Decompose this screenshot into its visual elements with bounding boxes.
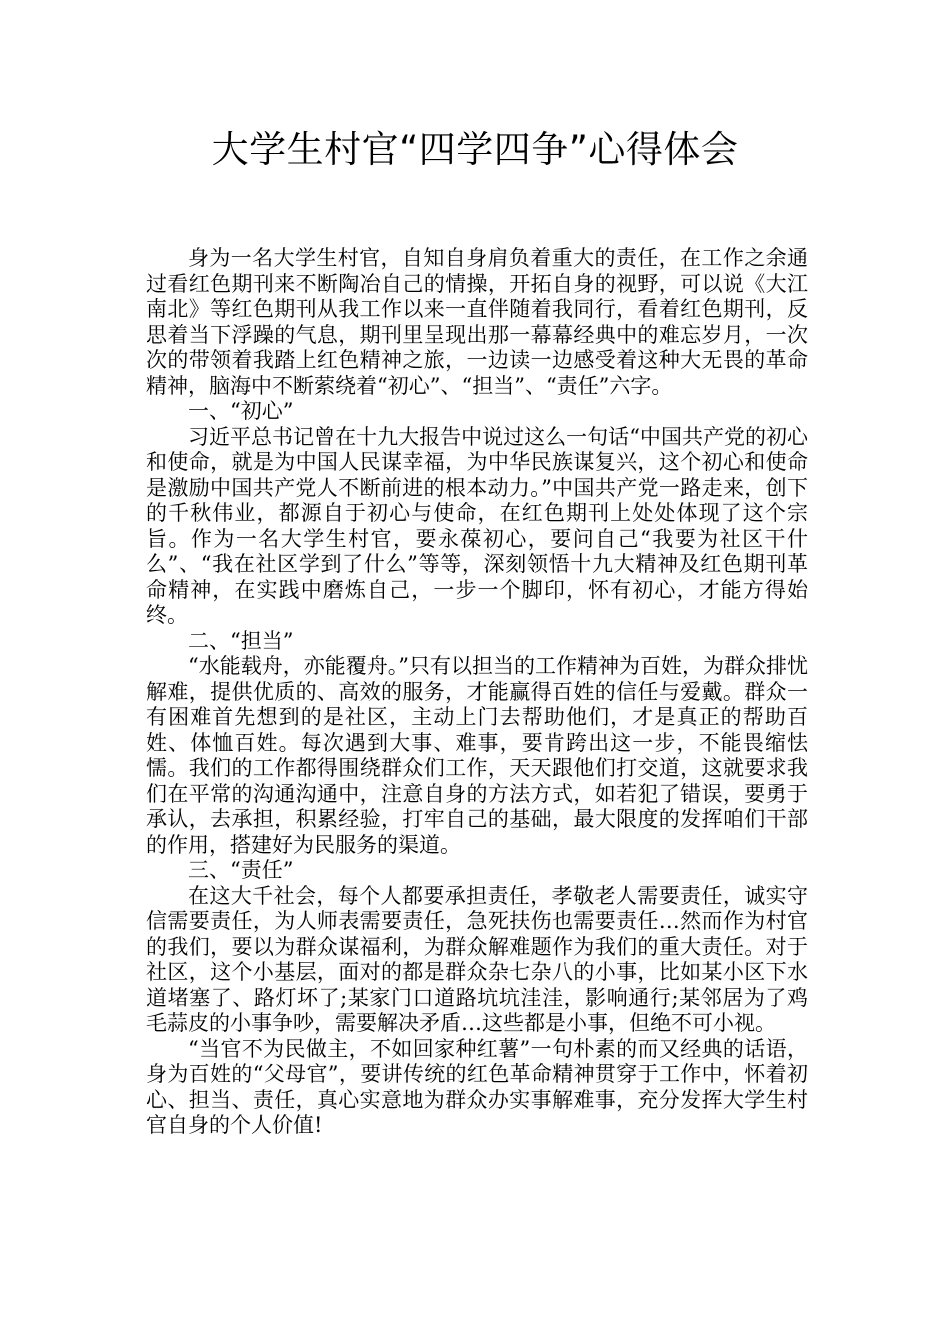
section-heading-chuxin: 一、“初心” (188, 399, 294, 423)
intro-paragraph: 身为一名大学生村官，自知自身肩负着重大的责任，在工作之余通过看红色期刊来不断陶冶自己的情操，开拓自身的视野，可以说《大江南北》等红色期刊从我工作以来一直伴随着我同行，看着红色期刊，反思着当下浮躁的气息，期刊里呈现出那一幕幕经典中的难忘岁月，一次次的带领着我踏上红色精神之旅，一边读一边感受着这种大无畏的革命精神，脑海中不断萦绕着“初心”、“担当”、“责任”六字。 (146, 246, 808, 398)
document-title: 大学生村官“四学四争”心得体会 (211, 128, 739, 171)
dandang-paragraph: “水能载舟，亦能覆舟。”只有以担当的工作精神为百姓，为群众排忧解难，提供优质的、高效的服务，才能赢得百姓的信任与爱戴。群众一有困难首先想到的是社区，主动上门去帮助他们，才是真正的帮助百姓、体恤百姓。每次遇到大事、难事，要肯跨出这一步，不能畏缩怯懦。我们的工作都得围绕群众们工作，天天跟他们打交道，这就要求我们在平常的沟通沟通中，注意自身的方法方式，如若犯了错误，要勇于承认，去承担，积累经验，打牢自己的基础，最大限度的发挥咱们干部的作用，搭建好为民服务的渠道。 (146, 654, 808, 857)
section-heading-zeren: 三、“责任” (188, 858, 294, 882)
chuxin-paragraph: 习近平总书记曾在十九大报告中说过这么一句话“中国共产党的初心和使命，就是为中国人民谋幸福，为中华民族谋复兴，这个初心和使命是激励中国共产党人不断前进的根本动力。”中国共产党一路走来，创下的千秋伟业，都源自于初心与使命，在红色期刊上处处体现了这个宗旨。作为一名大学生村官，要永葆初心，要问自己“我要为社区干什么”、“我在社区学到了什么”等等，深刻领悟十九大精神及红色期刊革命精神，在实践中磨炼自己，一步一个脚印，怀有初心，才能方得始终。 (146, 424, 808, 627)
section-heading-dandang: 二、“担当” (188, 628, 294, 653)
closing-paragraph: “当官不为民做主，不如回家种红薯”一句朴素的而又经典的话语，身为百姓的“父母官”，要讲传统的红色革命精神贯穿于工作中，怀着初心、担当、责任，真心实意地为群众办实事解难事，充分发挥大学生村官自身的个人价值! (146, 1036, 808, 1137)
zeren-paragraph: 在这大千社会，每个人都要承担责任，孝敬老人需要责任，诚实守信需要责任，为人师表需要责任，急死扶伤也需要责任…然而作为村官的我们，要以为群众谋福利，为群众解难题作为我们的重大责任。对于社区，这个小基层，面对的都是群众杂七杂八的小事，比如某小区下水道堵塞了、路灯坏了;某家门口道路坑坑洼洼，影响通行;某邻居为了鸡毛蒜皮的小事争吵，需要解决矛盾…这些都是小事，但绝不可小视。 (146, 883, 808, 1035)
document-body (146, 246, 808, 1139)
